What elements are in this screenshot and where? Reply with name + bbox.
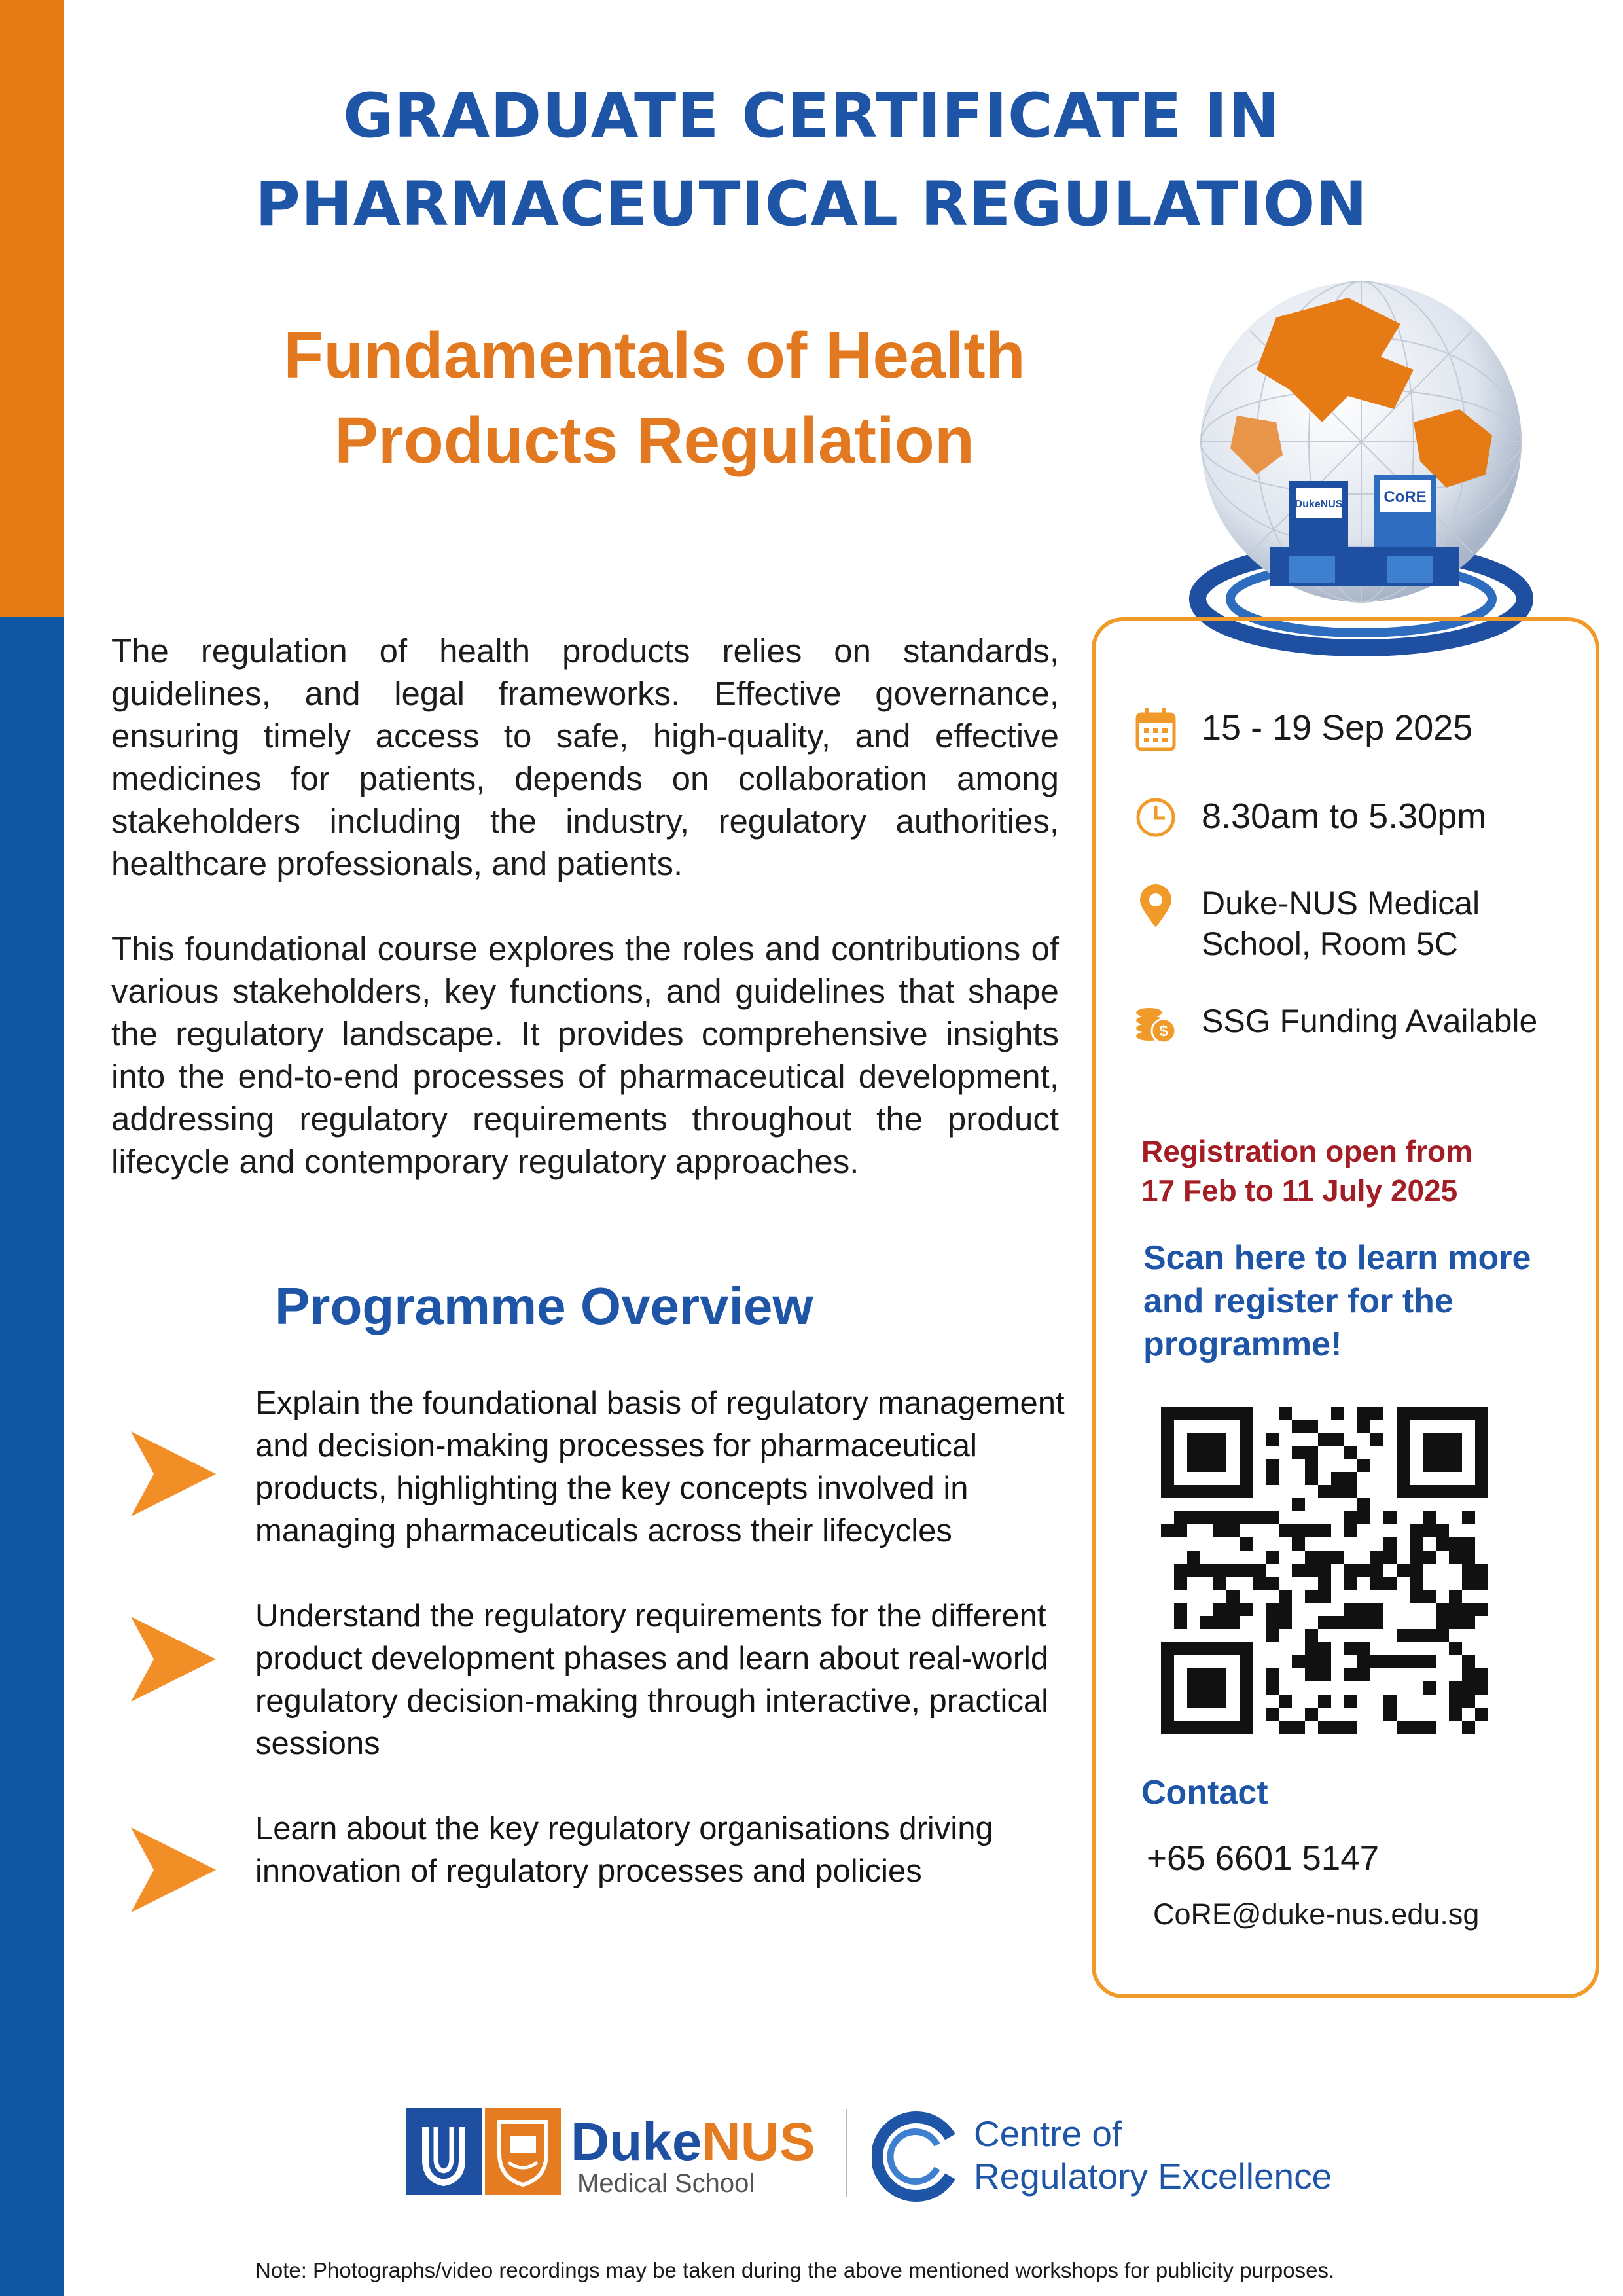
globe-badge-right: CoRE [1383, 488, 1427, 506]
course-title [105, 313, 1204, 483]
contact-phone[interactable]: +65 6601 5147 [1147, 1839, 1380, 1878]
nus-crest-logo [485, 2108, 561, 2195]
info-date-text: 15 - 19 Sep 2025 [1202, 708, 1473, 747]
overview-item [128, 1808, 1077, 1893]
calendar-icon [1135, 706, 1177, 752]
duke-shield-icon [406, 2108, 482, 2195]
side-strip-orange [0, 0, 64, 617]
globe-illustration [1178, 259, 1544, 664]
overview-item [128, 1382, 1077, 1595]
overview-item-text: Learn about the key regulatory organisations driving innovation of regulatory processes and policies [255, 1811, 993, 1889]
core-swirl-logo-icon [872, 2111, 963, 2202]
scan-prompt [1143, 1236, 1531, 1366]
overview-item [128, 1595, 1077, 1808]
overview-item-text: Explain the foundational basis of regulatory management and decision-making processes for pharmaceutical products, highlighting the key concepts involved in managing pharmaceuticals across their lifecycles [255, 1386, 1065, 1549]
core-line1: Centre of [974, 2113, 1122, 2154]
nus-crest-icon [485, 2108, 561, 2195]
registration-line1: Registration open from [1141, 1134, 1473, 1168]
footer-logos [406, 2101, 1335, 2206]
info-time [1135, 795, 1486, 840]
contact-label: Contact [1141, 1774, 1268, 1812]
info-funding-text: SSG Funding Available [1202, 1003, 1538, 1039]
course-description [111, 630, 1059, 1225]
arrow-right-icon [128, 1613, 219, 1705]
registration-period [1141, 1132, 1472, 1210]
info-funding [1135, 1001, 1537, 1047]
duke-word-part2: NUS [702, 2112, 815, 2172]
location-pin-icon [1135, 883, 1177, 929]
description-paragraph-2: This foundational course explores the roles and contributions of various stakeholders, key functions, and guidelines that shape the regulatory landscape. It provides comprehensive insights into the end-to-end processes of pharmaceutical development, addressing regulatory requirements throughout the product lifecycle and contemporary regulatory approaches. [111, 930, 1059, 1180]
info-venue [1135, 883, 1480, 964]
arrow-right-icon [128, 1428, 219, 1520]
page-title-line1: GRADUATE CERTIFICATE IN [342, 81, 1281, 152]
svg-text:$: $ [1159, 1022, 1168, 1040]
info-time-text: 8.30am to 5.30pm [1202, 797, 1487, 836]
description-paragraph-1: The regulation of health products relies on standards, guidelines, and legal frameworks. Effective governance, ensuring timely access to safe, high-quality, and effective medicines for patients, depends on collaboration among stakeholders including the industry, regulatory authorities, healthcare professionals, and patients. [111, 632, 1059, 882]
contact-email[interactable]: CoRE@duke-nus.edu.sg [1153, 1897, 1480, 1931]
duke-word-part1: Duke [571, 2112, 702, 2172]
duke-shield-logo [406, 2108, 482, 2195]
event-info-box [1092, 617, 1599, 1998]
globe-badge-left: DukeNUS [1294, 499, 1343, 510]
duke-nus-wordmark [571, 2112, 815, 2172]
core-wordmark [974, 2113, 1332, 2198]
info-venue-line1: Duke-NUS Medical [1202, 885, 1480, 922]
info-venue-line2: School, Room 5C [1202, 925, 1458, 962]
logo-divider [846, 2109, 847, 2197]
scan-line3: programme! [1143, 1325, 1342, 1363]
course-title-line1: Fundamentals of Health [283, 319, 1026, 392]
side-strip-blue [0, 617, 64, 2296]
publicity-note: Note: Photographs/video recordings may be taken during the above mentioned workshops for publicity purposes. [255, 2258, 1335, 2282]
info-date [1135, 706, 1472, 752]
arrow-right-icon [128, 1824, 219, 1916]
registration-line2: 17 Feb to 11 July 2025 [1141, 1174, 1458, 1208]
scan-line1: Scan here to learn more [1143, 1239, 1531, 1277]
course-title-line2: Products Regulation [334, 404, 974, 477]
core-line2: Regulatory Excellence [974, 2156, 1332, 2197]
page-title [118, 72, 1505, 249]
scan-line2: and register for the [1143, 1282, 1454, 1320]
duke-nus-subtitle: Medical School [577, 2169, 755, 2198]
page-title-line2: PHARMACEUTICAL REGULATION [255, 169, 1368, 240]
overview-item-text: Understand the regulatory requirements for the different product development phases and learn about real-world regulatory decision-making through interactive, practical sessions [255, 1598, 1049, 1761]
info-venue-text [1202, 883, 1480, 964]
overview-title: Programme Overview [275, 1277, 813, 1335]
clock-icon [1135, 795, 1177, 840]
qr-code[interactable] [1161, 1407, 1488, 1734]
overview-list [128, 1382, 1077, 1893]
coins-icon [1135, 1001, 1177, 1047]
